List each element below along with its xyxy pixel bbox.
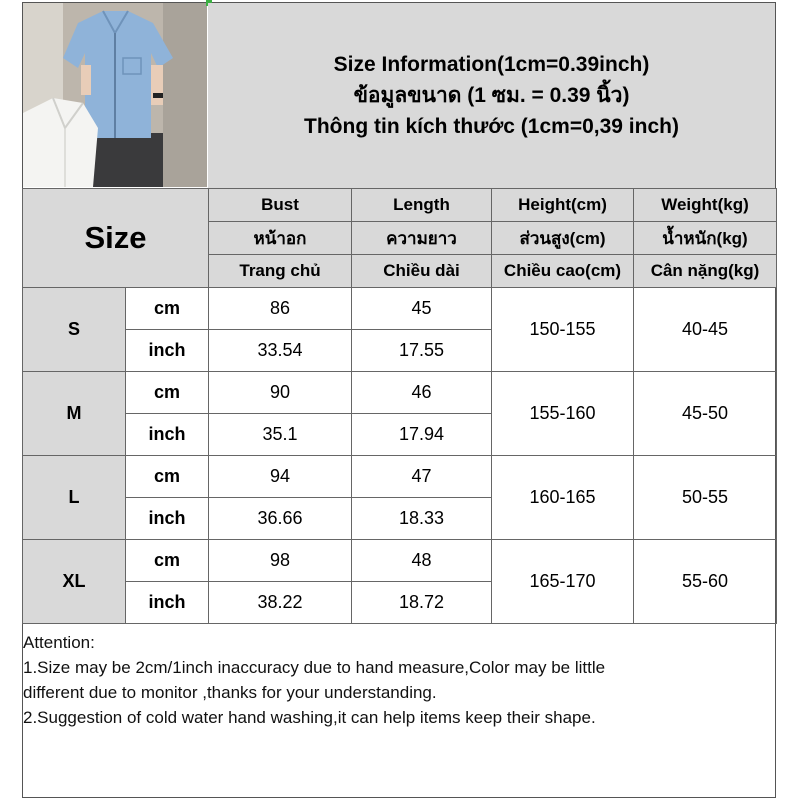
bust-cm: 86: [209, 288, 352, 330]
note-line-1a: 1.Size may be 2cm/1inch inaccuracy due to hand measure,Color may be little: [23, 658, 606, 677]
col-bust-th: หน้าอก: [209, 222, 352, 255]
length-cm: 46: [352, 372, 492, 414]
table-header-row: [23, 189, 777, 222]
unit-cm: cm: [126, 456, 209, 498]
col-weight-en: Weight(kg): [634, 189, 777, 222]
col-length-en: Length: [352, 189, 492, 222]
unit-cm: cm: [126, 288, 209, 330]
header-line-thai: ข้อมูลขนาด (1 ซม. = 0.39 นิ้ว): [353, 84, 630, 107]
col-height-vi: Chiều cao(cm): [492, 255, 634, 288]
unit-cm: cm: [126, 372, 209, 414]
attention-notes: [23, 630, 773, 730]
note-line-1b: different due to monitor ,thanks for your understanding.: [23, 683, 437, 702]
size-info-header: [208, 3, 775, 188]
unit-inch: inch: [126, 330, 209, 372]
weight-range: 55-60: [634, 540, 777, 624]
col-weight-vi: Cân nặng(kg): [634, 255, 777, 288]
bust-cm: 90: [209, 372, 352, 414]
header-line-vietnamese: Thông tin kích thước (1cm=0,39 inch): [304, 115, 679, 138]
bust-inch: 33.54: [209, 330, 352, 372]
height-range: 155-160: [492, 372, 634, 456]
length-inch: 18.33: [352, 498, 492, 540]
unit-inch: inch: [126, 498, 209, 540]
table-row: [23, 288, 777, 330]
length-inch: 18.72: [352, 582, 492, 624]
weight-range: 50-55: [634, 456, 777, 540]
col-height-en: Height(cm): [492, 189, 634, 222]
size-label: S: [23, 288, 126, 372]
height-range: 165-170: [492, 540, 634, 624]
table-row: [23, 372, 777, 414]
unit-cm: cm: [126, 540, 209, 582]
col-bust-en: Bust: [209, 189, 352, 222]
bust-inch: 35.1: [209, 414, 352, 456]
size-label: L: [23, 456, 126, 540]
bust-cm: 94: [209, 456, 352, 498]
bust-inch: 36.66: [209, 498, 352, 540]
table-row: [23, 540, 777, 582]
weight-range: 45-50: [634, 372, 777, 456]
height-range: 150-155: [492, 288, 634, 372]
unit-inch: inch: [126, 414, 209, 456]
length-cm: 45: [352, 288, 492, 330]
length-inch: 17.94: [352, 414, 492, 456]
table-row: [23, 456, 777, 498]
header-line-english: Size Information(1cm=0.39inch): [333, 53, 650, 76]
col-length-th: ความยาว: [352, 222, 492, 255]
notes-title: Attention:: [23, 633, 95, 652]
size-label: M: [23, 372, 126, 456]
col-bust-vi: Trang chủ: [209, 255, 352, 288]
bust-inch: 38.22: [209, 582, 352, 624]
note-line-2: 2.Suggestion of cold water hand washing,it can help items keep their shape.: [23, 708, 596, 727]
length-inch: 17.55: [352, 330, 492, 372]
product-photo-art: [23, 3, 207, 187]
height-range: 160-165: [492, 456, 634, 540]
col-length-vi: Chiều dài: [352, 255, 492, 288]
size-title: Size: [23, 189, 209, 288]
unit-inch: inch: [126, 582, 209, 624]
bust-cm: 98: [209, 540, 352, 582]
weight-range: 40-45: [634, 288, 777, 372]
col-weight-th: น้ำหนัก(kg): [634, 222, 777, 255]
product-photo: [23, 3, 207, 187]
size-table: [22, 188, 777, 624]
col-height-th: ส่วนสูง(cm): [492, 222, 634, 255]
length-cm: 48: [352, 540, 492, 582]
length-cm: 47: [352, 456, 492, 498]
size-label: XL: [23, 540, 126, 624]
